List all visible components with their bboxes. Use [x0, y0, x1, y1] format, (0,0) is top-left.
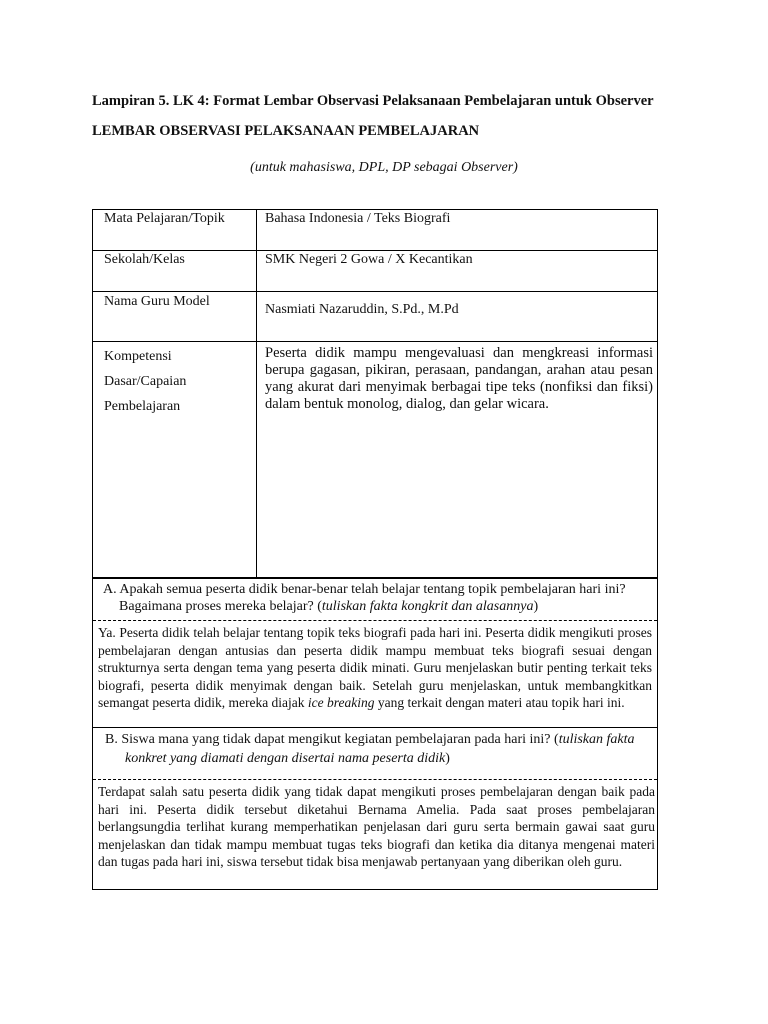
question-b-hint: tuliskan fakta	[558, 732, 635, 747]
answer-a-text: Ya. Peserta didik telah belajar tentang topik teks biografi pada hari ini. Peserta didik mengikuti proses pembelajaran dengan antusias dan peserta didik mampu membuat teks biografi sesuai dengan strukturnya serta dengan tema yang peserta didik minati. Guru menjelaskan butir penting terkait teks biografi, peserta didik menyimak dengan baik. Setelah guru menjelaskan, untuk membangkitkan semangat peserta didik, mereka diajak	[98, 625, 652, 710]
answer-b: Terdapat salah satu peserta didik yang tidak dapat mengikuti proses pembelajaran dengan baik pada hari ini. Peserta didik tersebut diketahui Bernama Amelia. Pada saat proses pembelajaran berlangsungdia terlihat kurang memperhatikan penjelasan dari guru serta bermain gawai saat guru menjelaskan dan tidak mampu membuat tugas teks biografi dan ketika dia ditanya mengenai materi dan tugas pada hari ini, siswa tersebut tidak bisa menjawab pertanyaan yang diberikan oleh guru.	[93, 779, 657, 889]
question-b-close: )	[445, 751, 450, 766]
school-class-value: SMK Negeri 2 Gowa / X Kecantikan	[257, 251, 658, 292]
question-b-hint-cont: konkret yang diamati dengan disertai nama peserta didik	[125, 751, 446, 766]
question-b	[93, 728, 657, 779]
competency-value: Peserta didik mampu mengevaluasi dan mengkreasi informasi berupa gagasan, pikiran, perasaan, pandangan, arahan atau pesan yang akurat dari menyimak berbagai tipe teks (nonfiksi dan fiksi) dalam bentuk monolog, dialog, dan gelar wicara.	[257, 342, 658, 578]
teacher-value: Nasmiati Nazaruddin, S.Pd., M.Pd	[257, 292, 658, 342]
school-class-label: Sekolah/Kelas	[93, 251, 257, 292]
subject-value: Bahasa Indonesia / Teks Biografi	[257, 210, 658, 251]
table-row	[93, 342, 658, 578]
competency-label-line: Dasar/Capaian	[104, 374, 187, 389]
table-row	[93, 292, 658, 342]
observation-box	[92, 578, 658, 890]
table-row	[93, 251, 658, 292]
competency-label-line: Kompetensi	[104, 349, 172, 364]
question-a-line	[103, 598, 649, 615]
question-b-line	[105, 730, 649, 749]
question-a-close: )	[533, 599, 539, 614]
question-a	[93, 579, 657, 620]
answer-a-text-end: yang terkait dengan materi atau topik hari ini.	[374, 695, 625, 710]
teacher-label: Nama Guru Model	[93, 292, 257, 342]
subject-label: Mata Pelajaran/Topik	[93, 210, 257, 251]
document-subtitle: (untuk mahasiswa, DPL, DP sebagai Observer)	[250, 160, 518, 175]
question-b-text: B. Siswa mana yang tidak dapat mengikut kegiatan pembelajaran pada hari ini? (	[105, 732, 559, 747]
question-a-text: Bagaimana proses mereka belajar? (	[119, 599, 322, 614]
answer-a-italic: ice breaking	[307, 695, 375, 710]
question-a-line: A. Apakah semua peserta didik benar-benar telah belajar tentang topik pembelajaran hari ini?	[103, 582, 626, 597]
answer-a	[93, 620, 657, 728]
document-title: LEMBAR OBSERVASI PELAKSANAAN PEMBELAJARAN	[92, 123, 480, 139]
competency-label-line: Pembelajaran	[104, 399, 181, 414]
competency-label	[93, 342, 257, 578]
attachment-heading: Lampiran 5. LK 4: Format Lembar Observasi Pelaksanaan Pembelajaran untuk Observer	[92, 93, 654, 109]
question-b-line	[105, 749, 649, 768]
question-a-hint: tuliskan fakta kongkrit dan alasannya	[321, 599, 534, 614]
table-row	[93, 210, 658, 251]
identity-table	[92, 209, 658, 578]
